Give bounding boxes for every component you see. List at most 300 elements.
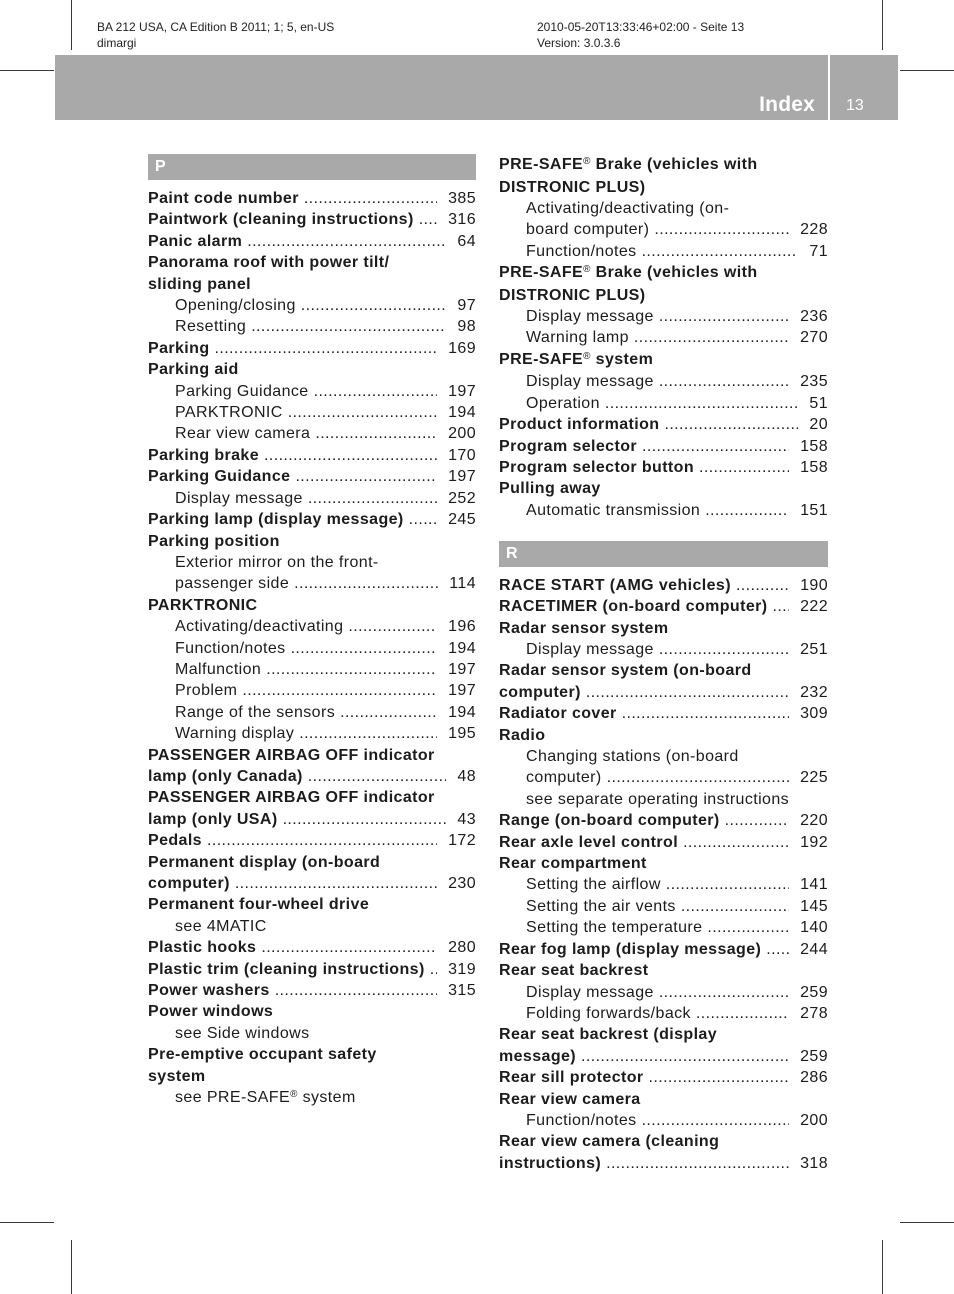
entry-text: Rear fog lamp (display message)	[499, 940, 762, 958]
index-entry	[148, 252, 476, 273]
index-subentry	[499, 219, 828, 240]
entry-text: Parking lamp (display message)	[148, 511, 404, 529]
index-subentry	[499, 767, 828, 788]
dot-leader	[607, 767, 789, 788]
entry-text: Display message	[526, 983, 654, 1001]
meta-author-line: dimargi	[97, 36, 137, 50]
entry-text: system	[148, 1067, 206, 1085]
dot-leader	[291, 638, 438, 659]
entry-page-number: 114	[449, 575, 476, 593]
index-entry	[148, 338, 476, 359]
entry-text: Rear seat backrest	[499, 962, 649, 980]
index-entry	[148, 980, 476, 1001]
entry-text: PASSENGER AIRBAG OFF indicator	[148, 789, 435, 807]
index-entry	[148, 1066, 476, 1087]
index-subentry	[499, 500, 828, 521]
entry-page-number: 286	[800, 1069, 828, 1087]
entry-text: Display message	[526, 641, 654, 658]
crop-mark-top-left-horizontal	[0, 70, 54, 71]
dot-leader	[581, 1046, 789, 1067]
entry-page-number: 194	[448, 703, 476, 721]
entry-text: Pre-emptive occupant safety	[148, 1046, 377, 1064]
entry-text: Panic alarm	[148, 232, 243, 250]
entry-page-number: 230	[448, 875, 476, 892]
entry-page-number: 319	[448, 960, 476, 978]
entry-page-number: 251	[800, 641, 828, 658]
entry-text: message)	[499, 1047, 577, 1065]
dot-leader	[622, 703, 789, 724]
dot-leader	[649, 1067, 790, 1088]
page-number: 13	[846, 97, 864, 114]
entry-page-number: 220	[800, 812, 828, 830]
entry-text: DISTRONIC PLUS)	[499, 286, 646, 304]
entry-page-number: 190	[800, 576, 828, 594]
dot-leader	[275, 980, 437, 1001]
entry-text: instructions)	[499, 1154, 602, 1172]
entry-text: Rear axle level control	[499, 833, 679, 851]
index-entry	[148, 873, 476, 894]
crop-mark-bottom-left-horizontal	[0, 1222, 54, 1223]
entry-page-number: 309	[800, 705, 828, 723]
entry-text: Automatic transmission	[526, 501, 701, 519]
entry-page-number: 141	[800, 876, 828, 894]
index-subentry	[148, 638, 476, 659]
entry-text: PRE-SAFE® system	[499, 350, 654, 368]
entry-page-number: 158	[800, 437, 828, 455]
entry-text: Parking brake	[148, 446, 260, 464]
entry-page-number: 43	[457, 810, 476, 828]
entry-text: passenger side	[175, 575, 290, 593]
dot-leader	[242, 680, 437, 701]
entry-text: Warning lamp	[526, 329, 629, 347]
entry-text: Radar sensor system (on-board	[499, 662, 752, 680]
index-entry	[148, 595, 476, 616]
dot-leader	[314, 381, 438, 402]
entry-page-number: 97	[457, 297, 476, 315]
index-subentry	[148, 423, 476, 444]
dot-leader	[340, 702, 437, 723]
dot-leader	[699, 457, 789, 478]
entry-page-number: 172	[448, 832, 476, 850]
index-entry	[148, 274, 476, 295]
dot-leader	[683, 832, 789, 853]
entry-text: lamp (only Canada)	[148, 767, 303, 785]
entry-text: Folding forwards/back	[526, 1004, 691, 1022]
index-entry	[148, 531, 476, 552]
registered-mark: ®	[583, 264, 591, 276]
entry-text: computer)	[148, 875, 230, 892]
index-entry	[499, 1046, 828, 1067]
entry-text: Display message	[175, 489, 303, 507]
index-subentry	[499, 327, 828, 348]
registered-mark: ®	[583, 350, 591, 362]
index-subentry	[148, 316, 476, 337]
index-entry	[148, 466, 476, 487]
entry-text: Panorama roof with power tilt/	[148, 254, 390, 272]
index-entry	[499, 478, 828, 499]
index-entry	[499, 1089, 828, 1110]
entry-page-number: 270	[800, 329, 828, 347]
header-bar	[55, 55, 828, 120]
dot-leader	[288, 402, 437, 423]
index-subentry	[148, 488, 476, 509]
index-entry	[499, 960, 828, 981]
entry-text: Operation	[526, 394, 600, 412]
crop-mark-top-right-horizontal	[900, 70, 954, 71]
index-subentry	[148, 702, 476, 723]
entry-page-number: 278	[800, 1004, 828, 1022]
index-subentry	[499, 982, 828, 1003]
index-entry	[148, 809, 476, 830]
index-subentry	[499, 874, 828, 895]
entry-page-number: 245	[448, 511, 476, 529]
entry-text: Range (on-board computer)	[499, 812, 720, 830]
entry-text: PASSENGER AIRBAG OFF indicator	[148, 746, 435, 764]
entry-text: Setting the temperature	[526, 919, 703, 937]
entry-page-number: 280	[448, 939, 476, 957]
index-subentry	[499, 789, 828, 810]
entry-page-number: 195	[448, 725, 476, 743]
section-letter: R	[506, 544, 518, 562]
dot-leader	[766, 939, 789, 960]
entry-page-number: 236	[800, 308, 828, 326]
section-letter: P	[155, 158, 167, 175]
index-subentry	[148, 402, 476, 423]
entry-text: Rear seat backrest (display	[499, 1026, 718, 1044]
page-title: Index	[759, 93, 815, 116]
entry-page-number: 194	[448, 404, 476, 422]
index-entry	[499, 832, 828, 853]
dot-leader	[247, 231, 446, 252]
index-subentry	[499, 896, 828, 917]
entry-page-number: 196	[448, 618, 476, 636]
index-column-left	[148, 154, 476, 1110]
entry-text: see 4MATIC	[175, 917, 267, 935]
index-subentry	[148, 680, 476, 701]
entry-text: Radio	[499, 726, 546, 744]
index-entry	[148, 445, 476, 466]
entry-page-number: 170	[448, 446, 476, 464]
dot-leader	[642, 241, 799, 262]
entry-text: Opening/closing	[175, 297, 296, 315]
dot-leader	[659, 639, 789, 660]
entry-page-number: 316	[448, 211, 476, 229]
index-entry	[148, 959, 476, 980]
dot-leader	[586, 682, 789, 703]
entry-text: DISTRONIC PLUS)	[499, 178, 646, 196]
entry-page-number: 197	[448, 382, 476, 400]
index-entry	[148, 1044, 476, 1065]
index-subentry	[148, 723, 476, 744]
entry-text: Parking aid	[148, 361, 239, 379]
entry-text: PRE-SAFE® Brake (vehicles with	[499, 156, 758, 173]
index-entry	[148, 830, 476, 851]
entry-text: board computer)	[526, 221, 650, 239]
dot-leader	[295, 466, 437, 487]
index-subentry	[148, 295, 476, 316]
entry-text: RACE START (AMG vehicles)	[499, 576, 731, 594]
entry-page-number: 158	[800, 458, 828, 476]
dot-leader	[430, 959, 437, 980]
index-subentry	[148, 659, 476, 680]
index-entry	[148, 852, 476, 873]
dot-leader	[705, 500, 789, 521]
index-subentry	[148, 916, 476, 937]
index-entry	[499, 618, 828, 639]
entry-page-number: 194	[448, 639, 476, 657]
index-entry	[148, 766, 476, 787]
entry-text: see separate operating instructions	[526, 790, 790, 808]
index-entry	[148, 509, 476, 530]
dot-leader	[283, 809, 447, 830]
index-entry	[499, 285, 828, 306]
index-subentry	[499, 1110, 828, 1131]
index-subentry	[148, 381, 476, 402]
entry-text: PARKTRONIC	[148, 596, 258, 614]
entry-text: Changing stations (on-board	[526, 748, 739, 766]
dot-leader	[294, 573, 438, 594]
meta-version-line: Version: 3.0.3.6	[537, 36, 621, 50]
dot-leader	[696, 1003, 789, 1024]
entry-text: Rear view camera (cleaning	[499, 1133, 720, 1151]
entry-text: see Side windows	[175, 1024, 310, 1042]
entry-text: Function/notes	[175, 639, 286, 657]
entry-page-number: 145	[800, 897, 828, 915]
entry-page-number: 315	[448, 982, 476, 1000]
print-meta-right	[537, 19, 744, 51]
dot-leader	[605, 393, 799, 414]
entry-page-number: 235	[800, 373, 828, 391]
entry-page-number: 48	[457, 767, 476, 785]
entry-page-number: 192	[800, 833, 828, 851]
dot-leader	[304, 188, 437, 209]
index-entry	[148, 745, 476, 766]
crop-mark-bottom-right-horizontal	[900, 1222, 954, 1223]
dot-leader	[681, 896, 789, 917]
entry-text: sliding panel	[148, 275, 251, 293]
entry-text: Radar sensor system	[499, 619, 669, 637]
index-entry	[499, 660, 828, 681]
entry-page-number: 318	[800, 1154, 828, 1172]
dot-leader	[348, 616, 437, 637]
entry-text: Parking Guidance	[175, 382, 309, 400]
dot-leader	[409, 509, 437, 530]
entry-page-number: 197	[448, 468, 476, 486]
entry-page-number: 225	[800, 769, 828, 787]
dot-leader	[736, 575, 789, 596]
entry-page-number: 151	[800, 501, 828, 519]
entry-text: Parking	[148, 339, 210, 357]
dot-leader	[772, 596, 789, 617]
index-entry	[148, 359, 476, 380]
entry-text: computer)	[499, 683, 581, 701]
crop-mark-bottom-left-vertical	[71, 1240, 72, 1294]
entry-text: Paint code number	[148, 190, 299, 207]
index-entry	[499, 1153, 828, 1174]
index-entry	[499, 177, 828, 198]
index-entry	[148, 209, 476, 230]
entry-text: PARKTRONIC	[175, 404, 283, 422]
section-header	[148, 154, 476, 180]
dot-leader	[634, 327, 789, 348]
entry-text: Plastic hooks	[148, 939, 257, 957]
index-entry	[148, 787, 476, 808]
dot-leader	[659, 982, 789, 1003]
entry-page-number: 98	[457, 318, 476, 336]
entry-text: Activating/deactivating (on-	[526, 199, 730, 217]
index-subentry	[499, 639, 828, 660]
dot-leader	[261, 937, 437, 958]
index-subentry	[148, 1023, 476, 1044]
entry-page-number: 197	[448, 660, 476, 678]
entry-page-number: 232	[800, 683, 828, 701]
index-entry	[499, 682, 828, 703]
index-entry	[148, 937, 476, 958]
index-entry	[499, 575, 828, 596]
entry-text: Pedals	[148, 832, 202, 850]
section-header	[499, 541, 828, 567]
index-entry	[499, 703, 828, 724]
entry-text: Exterior mirror on the front-	[175, 553, 379, 571]
dot-leader	[264, 445, 437, 466]
index-entry	[499, 349, 828, 372]
crop-mark-bottom-right-vertical	[882, 1240, 883, 1294]
index-entry	[148, 894, 476, 915]
index-subentry	[499, 241, 828, 262]
dot-leader	[251, 316, 446, 337]
entry-text: Function/notes	[526, 242, 637, 260]
entry-text: Rear view camera	[175, 425, 311, 443]
entry-text: Display message	[526, 308, 654, 326]
entry-text: Program selector	[499, 437, 638, 455]
entry-text: Rear view camera	[499, 1090, 641, 1108]
index-subentry	[499, 917, 828, 938]
index-subentry	[499, 1003, 828, 1024]
entry-text: lamp (only USA)	[148, 810, 278, 828]
entry-page-number: 64	[457, 232, 476, 250]
index-subentry	[499, 306, 828, 327]
entry-text: Setting the airflow	[526, 876, 661, 894]
entry-text: Function/notes	[526, 1111, 637, 1129]
entry-text: Display message	[526, 373, 654, 391]
entry-page-number: 200	[448, 425, 476, 443]
entry-text: Parking Guidance	[148, 468, 291, 486]
entry-text: Radiator cover	[499, 705, 617, 723]
entry-text: Parking position	[148, 532, 280, 550]
entry-text: Plastic trim (cleaning instructions)	[148, 960, 425, 978]
dot-leader	[654, 219, 789, 240]
entry-text: Paintwork (cleaning instructions)	[148, 211, 414, 229]
dot-leader	[235, 873, 437, 894]
index-subentry	[148, 552, 476, 573]
index-subentry	[499, 746, 828, 767]
meta-timestamp-line: 2010-05-20T13:33:46+02:00 - Seite 13	[537, 20, 745, 34]
entry-text: Program selector button	[499, 458, 695, 476]
dot-leader	[606, 1153, 789, 1174]
entry-text: Product information	[499, 416, 660, 434]
entry-page-number: 222	[800, 598, 828, 616]
registered-mark: ®	[290, 1089, 298, 1101]
entry-page-number: 259	[800, 1047, 828, 1065]
index-subentry	[148, 1087, 476, 1110]
entry-text: Setting the air vents	[526, 897, 676, 915]
entry-text: see PRE-SAFE® system	[175, 1089, 356, 1107]
entry-text: Power washers	[148, 982, 270, 1000]
entry-page-number: 71	[809, 242, 828, 260]
entry-page-number: 259	[800, 983, 828, 1001]
dot-leader	[642, 1110, 790, 1131]
index-entry	[499, 1067, 828, 1088]
dot-leader	[266, 659, 437, 680]
crop-mark-top-left-vertical	[71, 0, 72, 50]
index-entry	[499, 1131, 828, 1152]
entry-page-number: 252	[448, 489, 476, 507]
entry-text: computer)	[526, 769, 602, 787]
index-entry	[499, 262, 828, 285]
entry-text: PRE-SAFE® Brake (vehicles with	[499, 264, 758, 282]
entry-page-number: 385	[448, 190, 476, 207]
dot-leader	[308, 766, 447, 787]
index-subentry	[499, 393, 828, 414]
registered-mark: ®	[583, 156, 591, 168]
dot-leader	[207, 830, 437, 851]
entry-page-number: 197	[448, 682, 476, 700]
entry-page-number: 51	[809, 394, 828, 412]
dot-leader	[419, 209, 437, 230]
dot-leader	[301, 295, 447, 316]
index-entry	[499, 457, 828, 478]
index-subentry	[499, 198, 828, 219]
entry-text: Warning display	[175, 725, 295, 743]
entry-page-number: 200	[800, 1111, 828, 1129]
entry-text: Rear sill protector	[499, 1069, 644, 1087]
entry-text: Permanent display (on-board	[148, 853, 381, 871]
index-entry	[148, 188, 476, 209]
dot-leader	[659, 306, 789, 327]
index-subentry	[148, 573, 476, 594]
dot-leader	[707, 917, 789, 938]
crop-mark-top-right-vertical	[882, 0, 883, 50]
index-entry	[499, 414, 828, 435]
entry-text: Range of the sensors	[175, 703, 336, 721]
page-number-box	[830, 55, 898, 120]
entry-text: Malfunction	[175, 660, 262, 678]
index-entry	[499, 1024, 828, 1045]
entry-page-number: 228	[800, 221, 828, 239]
index-subentry	[148, 616, 476, 637]
dot-leader	[659, 371, 789, 392]
entry-page-number: 140	[800, 919, 828, 937]
entry-text: Resetting	[175, 318, 247, 336]
entry-page-number: 244	[800, 940, 828, 958]
index-entry	[499, 154, 828, 177]
index-entry	[148, 231, 476, 252]
dot-leader	[299, 723, 437, 744]
dot-leader	[666, 874, 789, 895]
dot-leader	[664, 414, 798, 435]
entry-text: Activating/deactivating	[175, 618, 344, 636]
index-entry	[148, 1001, 476, 1022]
dot-leader	[642, 436, 789, 457]
print-meta-left	[97, 19, 334, 51]
index-subentry	[499, 371, 828, 392]
entry-text: Permanent four-wheel drive	[148, 896, 370, 914]
entry-text: Power windows	[148, 1003, 274, 1021]
dot-leader	[215, 338, 438, 359]
entry-text: Problem	[175, 682, 238, 700]
entry-text: Pulling away	[499, 480, 601, 498]
entry-page-number: 169	[448, 339, 476, 357]
